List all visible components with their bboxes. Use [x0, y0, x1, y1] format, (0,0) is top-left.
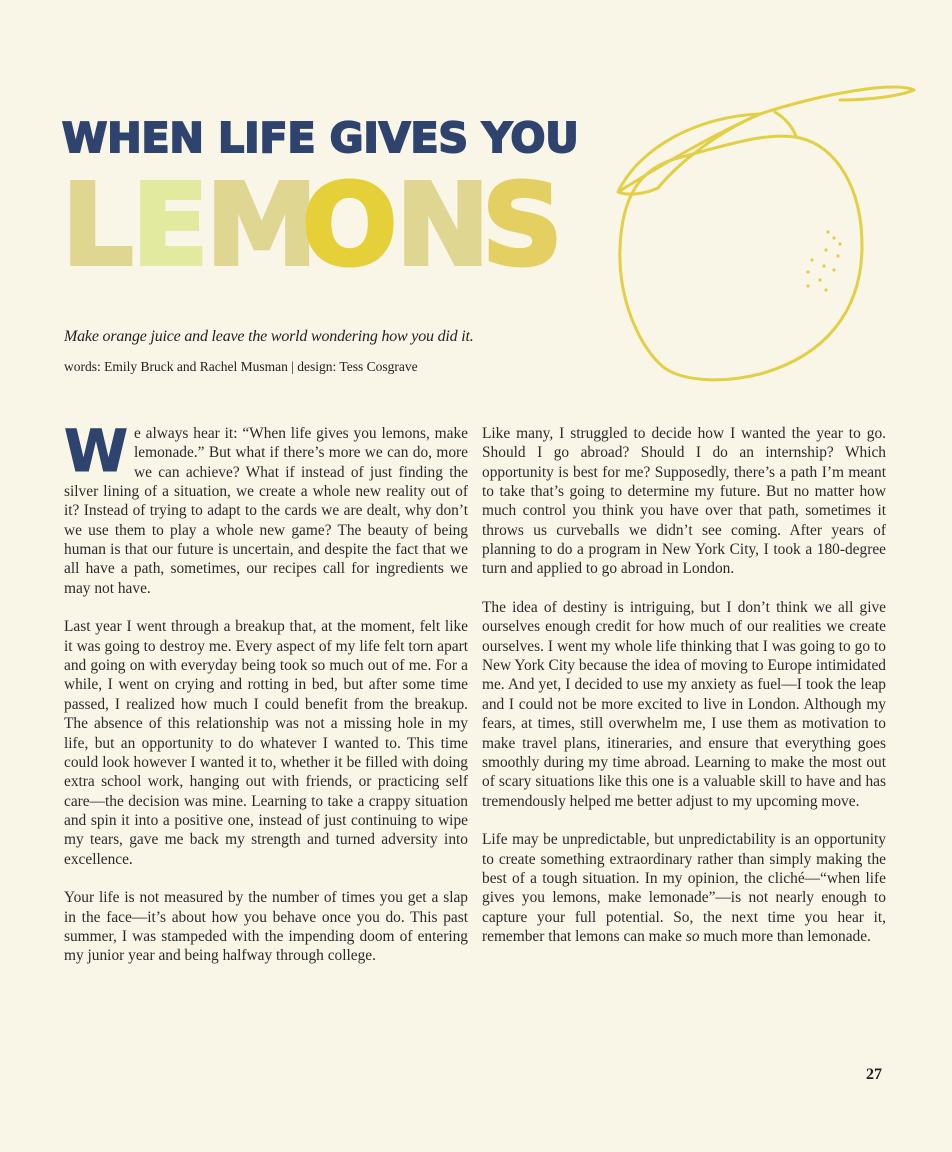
left-column: [64, 417, 468, 985]
paragraph-5: The idea of destiny is intriguing, but I don’t think we all give ourselves enough credit for how much of our realities we create ourselves. I went my whole life thinking that I was going to go to New York City because the idea of moving to Europe intimidated me. And yet, I decided to use my anxiety as fuel—I took the leap and I could not be more excited to live in London. Although my fears, at times, still overwhelm me, I use them as motivation to make travel plans, itineraries, and ensure that everything goes smoothly during my time abroad. Learning to make the most out of scary situations like this one is a valuable skill to have and has tremendously helped me better adjust to my upcoming move.: [482, 599, 886, 810]
paragraph-6: [482, 830, 886, 946]
title-letter-o: O: [302, 161, 398, 291]
stem-join: [775, 112, 796, 136]
stem: [760, 87, 914, 114]
right-column: [482, 424, 886, 966]
paragraph-4: Like many, I struggled to decide how I wanted the year to go. Should I go abroad? Should I do an internship? Which opportunity is best for me? Supposedly, there’s a path I’m meant to take that’s going to determine my future. But no matter how much control you think you have over that path, sometimes it throws us curveballs we didn’t see coming. After years of planning to do a program in New York City, I took a 180-degree turn and applied to go abroad in London.: [482, 425, 886, 578]
paragraph-6-start: Life may be unpredictable, but unpredictability is an opportunity to create something extraordinary rather than simply making the best of a tough situation. In my opinion, the cliché—“when life gives you lemons, make lemonade”—is not nearly enough to capture your full potential. So, the next time you hear it, remember that lemons can make: [482, 831, 886, 945]
lemon-illustration: [600, 76, 930, 396]
lemons-title: [62, 161, 582, 291]
lemon-outline: [620, 136, 862, 380]
credits: words: Emily Bruck and Rachel Musman | design: Tess Cosgrave: [64, 359, 418, 374]
paragraph-6-end: much more than lemonade.: [699, 927, 871, 945]
paragraph-1: [64, 417, 468, 598]
paragraph-6-emphasis: so: [685, 927, 700, 945]
lemon-dots: [806, 230, 841, 291]
page-number: 27: [866, 1066, 882, 1083]
paragraph-2: Last year I went through a breakup that, at the moment, felt like it was going to destroy me. Every aspect of my life felt torn apart and going on with everyday being took so much out of me. For a while, I went on crying and rotting in bed, but after some time passed, I realized how much I could benefit from the breakup. The absence of this relationship was not a missing hole in my life, but an opportunity to do whatever I wanted to. This time could look however I wanted it to, whether it be filled with doing extra school work, hanging out with friends, or practicing self care—the decision was mine. Learning to take a crappy situation and spin it into a positive one, instead of just continuing to wipe my tears, gave me back my strength and turned adversity into excellence.: [64, 618, 468, 868]
title-letter-m: M: [206, 161, 318, 291]
paragraph-1-text: e always hear it: “When life gives you lemons, make lemonade.” But what if there’s more we can do, more we can achieve? What if instead of just finding the silver lining of a situation, we create a whole new reality out of it? Instead of trying to adapt to the cards we are dealt, why don’t we use them to play a whole new game? The beauty of being human is that our future is uncertain, and despite the fact that we all have a path, sometimes, our recipes call for ingredients we may not have.: [64, 425, 468, 597]
title-letter-n: N: [396, 161, 490, 291]
title-letter-e: E: [132, 161, 209, 291]
headline: WHEN LIFE GIVES YOU: [62, 114, 579, 162]
title-letter-l: L: [62, 161, 134, 291]
drop-cap: W: [64, 417, 128, 485]
paragraph-3: Your life is not measured by the number of times you get a slap in the face—it’s about how you behave once you do. This past summer, I was stampeded with the impending doom of entering my junior year and being halfway through college.: [64, 889, 468, 965]
subtitle: Make orange juice and leave the world wondering how you did it.: [64, 328, 474, 345]
title-letter-s: S: [482, 161, 563, 291]
